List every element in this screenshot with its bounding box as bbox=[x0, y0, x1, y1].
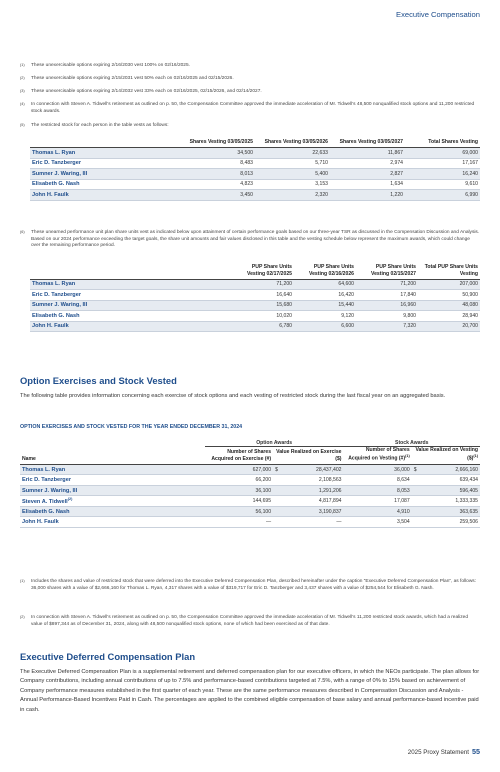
footnote-5 bbox=[20, 123, 480, 130]
footnote-marker: (1) bbox=[473, 454, 478, 459]
cell: 207,000 bbox=[418, 279, 480, 290]
cell: 5,400 bbox=[255, 169, 330, 180]
row-name: Steven A. Tidwell bbox=[22, 498, 68, 505]
footnote-number: (6) bbox=[20, 230, 25, 234]
footnote-6 bbox=[20, 230, 480, 250]
footnote-text: In connection with Steven A. Tidwell’s retirement as outlined on p. 50, the Compensation Committee approved the immediate acceleration of Mr. Tidwell’s 11,200 restricted stock awards, which had a realized value of $897,344 as of December 31, 2024, along with 48,500 nonqualified stock options, none of which had been exercised as of that date. bbox=[31, 615, 469, 627]
option-exercises-stock-vested-table bbox=[20, 437, 480, 528]
footnote-4 bbox=[20, 102, 480, 115]
cell: 2,827 bbox=[330, 169, 405, 180]
column-header bbox=[344, 446, 412, 464]
cell: 9,120 bbox=[294, 311, 356, 322]
cell: 8,053 bbox=[344, 485, 412, 496]
column-header: Total Shares Vesting bbox=[405, 137, 480, 148]
cell: 2,974 bbox=[330, 158, 405, 169]
cell: 144,695 bbox=[205, 496, 273, 507]
cell: 36,000 bbox=[344, 464, 412, 475]
column-header-label: Value Realized on Vesting ($) bbox=[415, 446, 478, 462]
cell: 15,440 bbox=[294, 300, 356, 311]
table-row bbox=[30, 158, 480, 169]
cell: 9,800 bbox=[356, 311, 418, 322]
row-name: Thomas L. Ryan bbox=[30, 148, 180, 159]
table-row bbox=[20, 506, 480, 517]
footnote-3 bbox=[20, 89, 480, 96]
cell: 16,240 bbox=[405, 169, 480, 180]
cell: 56,100 bbox=[205, 506, 273, 517]
row-name: Elisabeth G. Nash bbox=[20, 506, 205, 517]
cell: — bbox=[291, 517, 344, 528]
cell: 11,867 bbox=[330, 148, 405, 159]
footnote-number: (1) bbox=[20, 63, 25, 67]
cell: 17,167 bbox=[405, 158, 480, 169]
row-name-cell bbox=[20, 496, 205, 507]
table-row bbox=[20, 475, 480, 486]
name-header bbox=[30, 264, 232, 279]
cell: 6,780 bbox=[232, 321, 294, 332]
row-name: Eric D. Tanzberger bbox=[20, 475, 205, 486]
footnote-number: (3) bbox=[20, 89, 25, 93]
cell: 1,291,206 bbox=[291, 485, 344, 496]
cell: 596,405 bbox=[429, 485, 480, 496]
cell: 22,633 bbox=[255, 148, 330, 159]
cell: 71,200 bbox=[232, 279, 294, 290]
section-title-option-exercises: Option Exercises and Stock Vested bbox=[20, 375, 177, 386]
section-title-deferred-compensation: Executive Deferred Compensation Plan bbox=[20, 651, 196, 662]
footnote-marker: (2) bbox=[67, 497, 73, 502]
cell: 10,020 bbox=[232, 311, 294, 322]
row-name: Sumner J. Waring, III bbox=[30, 300, 232, 311]
cell: 1,220 bbox=[330, 190, 405, 201]
cell: 639,434 bbox=[429, 475, 480, 486]
row-name: Eric D. Tanzberger bbox=[30, 290, 232, 301]
currency-symbol: $ bbox=[273, 464, 291, 475]
table-row bbox=[30, 279, 480, 290]
cell: 6,600 bbox=[294, 321, 356, 332]
footnote-bottom-1 bbox=[20, 579, 480, 592]
table-row bbox=[30, 321, 480, 332]
cell: 1,634 bbox=[330, 179, 405, 190]
table-header-row bbox=[30, 137, 480, 148]
cell: 8,013 bbox=[180, 169, 255, 180]
currency-symbol bbox=[273, 496, 291, 507]
row-name: John H. Faulk bbox=[20, 517, 205, 528]
currency-symbol bbox=[273, 506, 291, 517]
column-header: Shares Vesting 03/05/2025 bbox=[180, 137, 255, 148]
column-header: Value Realized on Exercise ($) bbox=[273, 446, 343, 464]
page-header-title: Executive Compensation bbox=[396, 10, 480, 19]
cell: 34,500 bbox=[180, 148, 255, 159]
cell: 66,200 bbox=[205, 475, 273, 486]
footnote-1 bbox=[20, 63, 480, 70]
currency-symbol: $ bbox=[412, 464, 430, 475]
footnote-number: (1) bbox=[20, 579, 25, 583]
row-name: Elisabeth G. Nash bbox=[30, 179, 180, 190]
option-awards-group-header: Option Awards bbox=[205, 437, 344, 446]
section-body-paragraph: The Executive Deferred Compensation Plan is a supplemental retirement and deferred compensation plan for our executive officers, in which the NEOs participate. The plan allows for Company contributions, including annual contributions of up to 7.5% and performance-based contributions targeted at 7.5%, with a range of 0% to 15% based on achievement of Company performance measures established in the first quarter of each year. These are the same performance measures described in Compensation Discussion and Analysis - Annual Performance-Based Incentives Paid in Cash. The percentages are applied to the combined eligible compensation of base salary and annual performance-based incentive paid in cash. bbox=[20, 669, 480, 713]
column-header: Shares Vesting 03/05/2027 bbox=[330, 137, 405, 148]
cell: 15,680 bbox=[232, 300, 294, 311]
section-intro-paragraph: The following table provides information concerning each exercise of stock options and each vesting of restricted stock during the last fiscal year on an aggregated basis. bbox=[20, 393, 446, 399]
cell: 6,990 bbox=[405, 190, 480, 201]
cell: 48,080 bbox=[418, 300, 480, 311]
cell: 5,710 bbox=[255, 158, 330, 169]
pup-share-units-vesting-table bbox=[30, 264, 480, 332]
footnote-text: These unexercisable options expiring 2/16/2030 vest 100% on 02/16/2025. bbox=[31, 63, 190, 68]
table-header-row bbox=[20, 446, 480, 464]
table-row bbox=[30, 311, 480, 322]
footnote-text: Includes the shares and value of restricted stock that were deferred into the Executive Deferred Compensation Plan, described hereinafter under the caption “Executive Deferred Compensation Plan”, as follows: 36,000 shares with a value of $2,666,160 for Thomas L. Ryan, 4,317 shares with a value of $319,717 for Eric D. Tanzberger and 3,437 shares with a value of $254,544 for Elisabeth G. Nash. bbox=[31, 579, 477, 591]
restricted-stock-vesting-table bbox=[30, 137, 480, 201]
currency-symbol bbox=[273, 517, 291, 528]
table-row bbox=[30, 300, 480, 311]
cell: 8,634 bbox=[344, 475, 412, 486]
cell: 16,640 bbox=[232, 290, 294, 301]
footnote-marker: (1) bbox=[405, 454, 410, 459]
currency-symbol bbox=[412, 485, 430, 496]
table-row bbox=[30, 169, 480, 180]
cell: 3,504 bbox=[344, 517, 412, 528]
cell: 4,910 bbox=[344, 506, 412, 517]
cell: 36,100 bbox=[205, 485, 273, 496]
currency-symbol bbox=[412, 475, 430, 486]
column-header: PUP Share Units Vesting 02/17/2025 bbox=[232, 264, 294, 279]
footnote-text: These unexercisable options expiring 2/15/2031 vest 50% each on 02/16/2025 and 02/15/2026. bbox=[31, 76, 234, 81]
currency-symbol bbox=[412, 517, 430, 528]
cell: 28,940 bbox=[418, 311, 480, 322]
table-caption: OPTION EXERCISES AND STOCK VESTED FOR THE YEAR ENDED DECEMBER 31, 2024 bbox=[20, 424, 243, 430]
currency-symbol bbox=[273, 485, 291, 496]
row-name: Sumner J. Waring, III bbox=[30, 169, 180, 180]
table-row bbox=[20, 485, 480, 496]
cell: 3,450 bbox=[180, 190, 255, 201]
cell: 16,420 bbox=[294, 290, 356, 301]
cell: 28,437,402 bbox=[291, 464, 344, 475]
column-header: Shares Vesting 03/05/2026 bbox=[255, 137, 330, 148]
name-header: Name bbox=[20, 446, 205, 464]
table-row bbox=[30, 190, 480, 201]
footnote-2 bbox=[20, 76, 480, 83]
cell: 4,823 bbox=[180, 179, 255, 190]
cell: 4,817,894 bbox=[291, 496, 344, 507]
cell: 8,483 bbox=[180, 158, 255, 169]
column-header-label: Number of Shares Acquired on Vesting (#) bbox=[348, 446, 410, 462]
name-header bbox=[30, 137, 180, 148]
row-name: John H. Faulk bbox=[30, 321, 232, 332]
cell: 363,635 bbox=[429, 506, 480, 517]
cell: 2,108,563 bbox=[291, 475, 344, 486]
column-header bbox=[412, 446, 480, 464]
currency-symbol bbox=[273, 475, 291, 486]
table-row bbox=[20, 496, 480, 507]
footnote-text: These unearned performance unit plan share units vest as indicated below upon attainment of certain performance goals based on our three-year TSR as discussed in the Compensation Discussion and Analysis. Based on our 2024 performance exceeding the target goals, the share unit amounts and fair values disclosed in this table and the vesting schedule below represent the maximum awards, which could change over the remaining performance period. bbox=[31, 230, 480, 249]
cell: 17,840 bbox=[356, 290, 418, 301]
cell: 259,506 bbox=[429, 517, 480, 528]
cell: 3,153 bbox=[255, 179, 330, 190]
row-name: Sumner J. Waring, III bbox=[20, 485, 205, 496]
footnote-text: These unexercisable options expiring 2/14/2032 vest 33% each on 02/16/2025, 02/15/2026, and 02/14/2027. bbox=[31, 89, 262, 94]
table-row bbox=[30, 179, 480, 190]
footnote-text: In connection with Steven A. Tidwell’s retirement as outlined on p. 50, the Compensation Committee approved the immediate acceleration of Mr. Tidwell’s 48,500 nonqualified stock options and 11,200 restricted stock awards. bbox=[31, 102, 475, 114]
footnote-number: (2) bbox=[20, 76, 25, 80]
cell: 50,900 bbox=[418, 290, 480, 301]
footnote-text: The restricted stock for each person in the table vests as follows: bbox=[31, 123, 169, 128]
row-name: Thomas L. Ryan bbox=[30, 279, 232, 290]
cell: 627,000 bbox=[205, 464, 273, 475]
cell: 71,200 bbox=[356, 279, 418, 290]
table-row bbox=[20, 464, 480, 475]
row-name: John H. Faulk bbox=[30, 190, 180, 201]
table-row bbox=[20, 517, 480, 528]
stock-awards-group-header: Stock Awards bbox=[344, 437, 481, 446]
footer-label: 2025 Proxy Statement bbox=[407, 749, 469, 756]
table-row bbox=[30, 290, 480, 301]
cell: 1,333,335 bbox=[429, 496, 480, 507]
column-header: Total PUP Share Units Vesting bbox=[418, 264, 480, 279]
cell: 20,700 bbox=[418, 321, 480, 332]
group-header-row bbox=[20, 437, 480, 446]
row-name: Thomas L. Ryan bbox=[20, 464, 205, 475]
cell: 69,000 bbox=[405, 148, 480, 159]
cell: 2,666,160 bbox=[429, 464, 480, 475]
table-row bbox=[30, 148, 480, 159]
currency-symbol bbox=[412, 506, 430, 517]
cell: 7,320 bbox=[356, 321, 418, 332]
cell: 16,960 bbox=[356, 300, 418, 311]
column-header: Number of Shares Acquired on Exercise (#) bbox=[205, 446, 273, 464]
page-footer bbox=[408, 747, 480, 756]
page-number: 55 bbox=[472, 747, 480, 756]
column-header: PUP Share Units Vesting 02/15/2027 bbox=[356, 264, 418, 279]
cell: 9,610 bbox=[405, 179, 480, 190]
footnote-number: (4) bbox=[20, 102, 25, 106]
cell: — bbox=[205, 517, 273, 528]
table-header-row bbox=[30, 264, 480, 279]
footnote-bottom-2 bbox=[20, 615, 480, 628]
row-name: Eric D. Tanzberger bbox=[30, 158, 180, 169]
currency-symbol bbox=[412, 496, 430, 507]
cell: 2,320 bbox=[255, 190, 330, 201]
column-header: PUP Share Units Vesting 02/16/2026 bbox=[294, 264, 356, 279]
footnote-number: (2) bbox=[20, 615, 25, 619]
cell: 17,087 bbox=[344, 496, 412, 507]
row-name: Elisabeth G. Nash bbox=[30, 311, 232, 322]
cell: 64,600 bbox=[294, 279, 356, 290]
footnote-number: (5) bbox=[20, 123, 25, 127]
cell: 3,190,837 bbox=[291, 506, 344, 517]
